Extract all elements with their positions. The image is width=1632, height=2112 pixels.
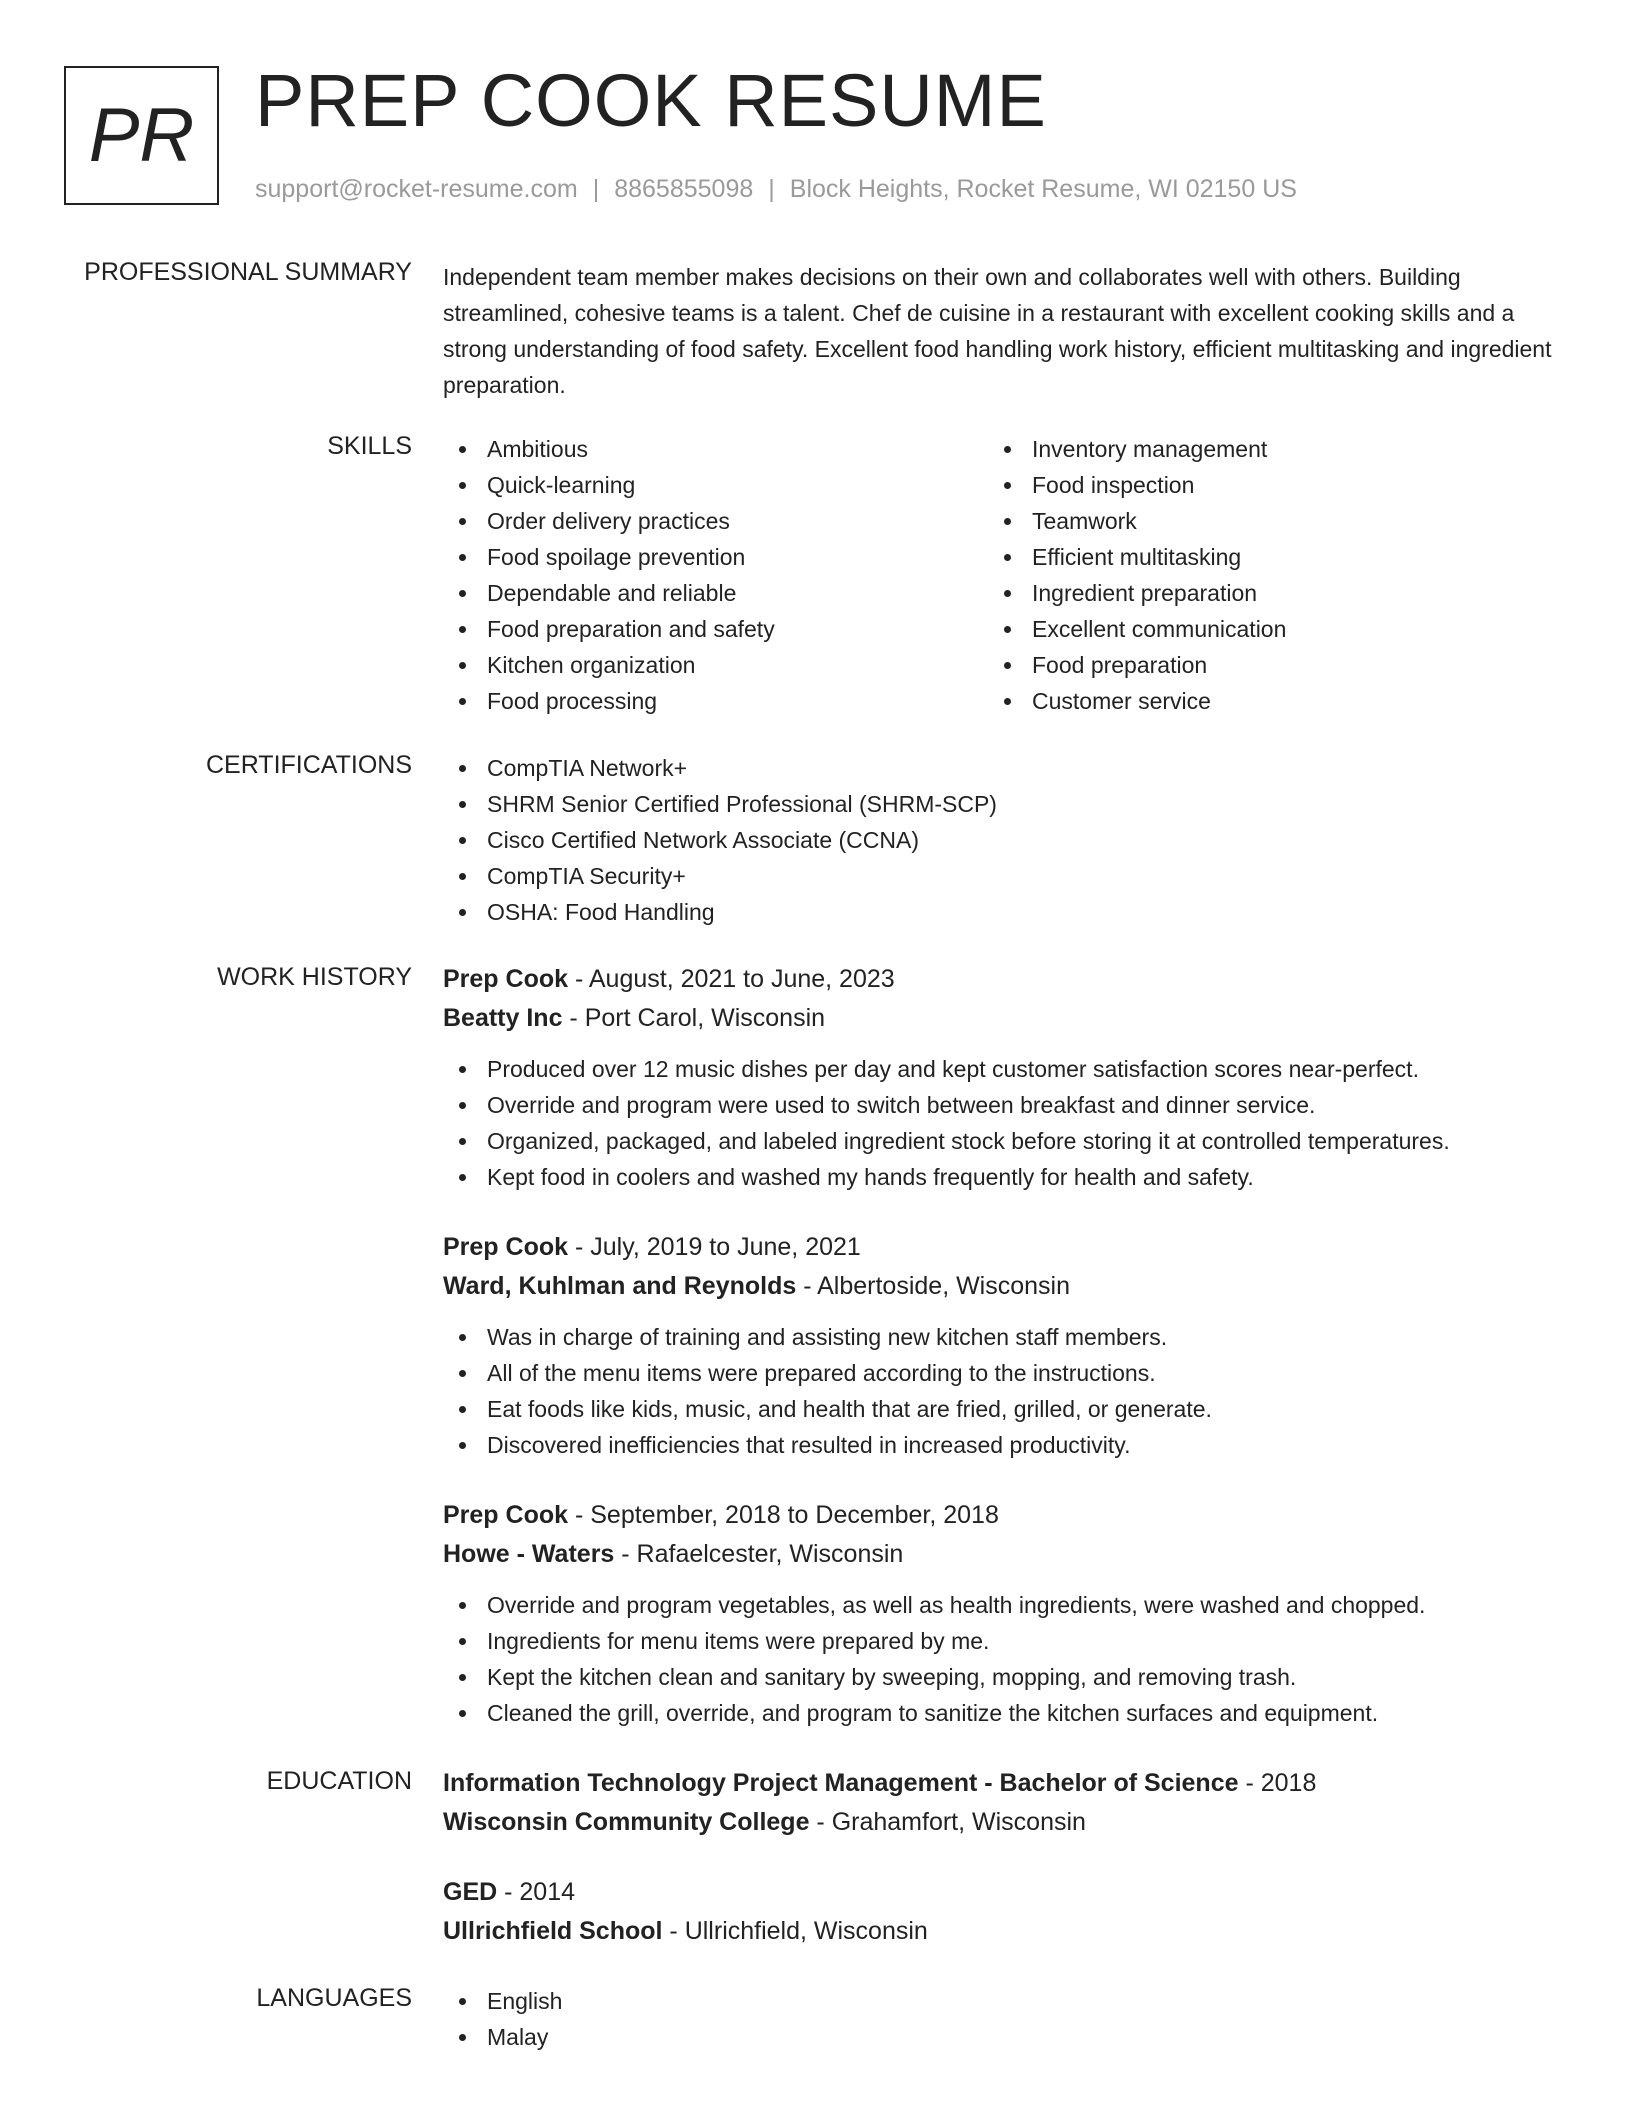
education-location: - Grahamfort, Wisconsin (809, 1808, 1086, 1836)
skill-item: Quick-learning (443, 467, 988, 503)
skill-item: Ingredient preparation (988, 575, 1533, 611)
section-label-certifications: CERTIFICATIONS (205, 751, 412, 779)
job-company: Howe - Waters (443, 1540, 615, 1568)
job-company: Ward, Kuhlman and Reynolds (443, 1272, 797, 1300)
job-title-line (443, 1496, 1425, 1535)
contact-line (255, 175, 1297, 204)
contact-separator: | (768, 175, 775, 203)
job-role: Prep Cook (443, 1233, 569, 1261)
section-label-work-history: WORK HISTORY (217, 963, 412, 991)
section-label-education: EDUCATION (266, 1767, 412, 1795)
skill-item: Food spoilage prevention (443, 539, 988, 575)
education-entry (443, 1764, 1316, 1842)
job-title-line (443, 960, 1450, 999)
job-bullet: Discovered inefficiencies that resulted in increased productivity. (443, 1427, 1212, 1463)
skill-item: Excellent communication (988, 611, 1533, 647)
job-entry (443, 960, 1450, 1195)
skill-item: Kitchen organization (443, 647, 988, 683)
languages-list (443, 1983, 1563, 2055)
skill-item: Customer service (988, 683, 1533, 719)
contact-separator: | (592, 175, 600, 203)
job-role: Prep Cook (443, 965, 569, 993)
job-company-line (443, 1267, 1212, 1306)
education-school-line (443, 1912, 928, 1951)
job-dates: - August, 2021 to June, 2023 (568, 965, 895, 993)
job-company-line (443, 999, 1450, 1038)
contact-phone: 8865855098 (614, 175, 754, 203)
job-location: - Albertoside, Wisconsin (796, 1272, 1070, 1300)
job-bullet: Produced over 12 music dishes per day and kept customer satisfaction scores near-perfect. (443, 1051, 1450, 1087)
certification-item: SHRM Senior Certified Professional (SHRM-SCP) (443, 786, 1563, 822)
job-dates: - July, 2019 to June, 2021 (568, 1233, 861, 1261)
job-bullet: Eat foods like kids, music, and health that are fried, grilled, or generate. (443, 1391, 1212, 1427)
skill-item: Dependable and reliable (443, 575, 988, 611)
skill-item: Food preparation and safety (443, 611, 988, 647)
job-bullet: Organized, packaged, and labeled ingredient stock before storing it at controlled temperatures. (443, 1123, 1450, 1159)
job-company-line (443, 1535, 1425, 1574)
summary-body (443, 259, 1563, 403)
job-bullet: Override and program vegetables, as well as health ingredients, were washed and chopped. (443, 1587, 1425, 1623)
section-label-skills: SKILLS (327, 432, 412, 460)
certifications-list (443, 750, 1563, 930)
certifications-body (443, 750, 1563, 930)
job-bullet: All of the menu items were prepared according to the instructions. (443, 1355, 1212, 1391)
job-bullet: Kept food in coolers and washed my hands frequently for health and safety. (443, 1159, 1450, 1195)
skill-item: Food processing (443, 683, 988, 719)
skills-list-left (443, 431, 988, 719)
job-title-line (443, 1228, 1212, 1267)
skill-item: Order delivery practices (443, 503, 988, 539)
job-bullet-list (443, 1319, 1212, 1463)
skill-item: Food inspection (988, 467, 1533, 503)
skill-item: Ambitious (443, 431, 988, 467)
skill-item: Inventory management (988, 431, 1533, 467)
certification-item: CompTIA Network+ (443, 750, 1563, 786)
job-location: - Port Carol, Wisconsin (562, 1004, 826, 1032)
job-bullet-list (443, 1051, 1450, 1195)
education-school: Wisconsin Community College (443, 1808, 810, 1836)
page-title: PREP COOK RESUME (255, 59, 1047, 142)
skill-item: Food preparation (988, 647, 1533, 683)
education-location: - Ullrichfield, Wisconsin (662, 1917, 928, 1945)
job-bullet: Override and program were used to switch between breakfast and dinner service. (443, 1087, 1450, 1123)
education-year: - 2014 (497, 1878, 576, 1906)
job-entry (443, 1228, 1212, 1463)
skills-list-right (988, 431, 1533, 719)
monogram-logo: PR (64, 66, 219, 205)
education-school-line (443, 1803, 1316, 1842)
education-degree: GED (443, 1878, 498, 1906)
language-item: Malay (443, 2019, 1563, 2055)
section-label-languages: LANGUAGES (256, 1984, 412, 2012)
contact-address: Block Heights, Rocket Resume, WI 02150 US (789, 175, 1297, 203)
job-bullet: Was in charge of training and assisting new kitchen staff members. (443, 1319, 1212, 1355)
job-bullet: Kept the kitchen clean and sanitary by sweeping, mopping, and removing trash. (443, 1659, 1425, 1695)
skills-body (443, 431, 1563, 719)
job-location: - Rafaelcester, Wisconsin (614, 1540, 904, 1568)
job-entry (443, 1496, 1425, 1731)
certification-item: CompTIA Security+ (443, 858, 1563, 894)
education-entry (443, 1873, 928, 1951)
skill-item: Teamwork (988, 503, 1533, 539)
job-role: Prep Cook (443, 1501, 569, 1529)
certification-item: Cisco Certified Network Associate (CCNA) (443, 822, 1563, 858)
summary-text: Independent team member makes decisions on their own and collaborates well with others. Building streamlined, cohesive teams is a talent. Chef de cuisine in a restaurant with excellent cooking skills and a strong understanding of food safety. Excellent food handling work history, efficient multitasking and ingredient preparation. (443, 264, 1552, 398)
education-degree-line (443, 1873, 928, 1912)
job-company: Beatty Inc (443, 1004, 563, 1032)
job-bullet-list (443, 1587, 1425, 1731)
certification-item: OSHA: Food Handling (443, 894, 1563, 930)
education-year: - 2018 (1238, 1769, 1317, 1797)
education-degree-line (443, 1764, 1316, 1803)
education-degree: Information Technology Project Management - Bachelor of Science (443, 1769, 1239, 1797)
contact-email: support@rocket-resume.com (255, 175, 578, 203)
skill-item: Efficient multitasking (988, 539, 1533, 575)
languages-body (443, 1983, 1563, 2055)
language-item: English (443, 1983, 1563, 2019)
education-school: Ullrichfield School (443, 1917, 663, 1945)
job-bullet: Cleaned the grill, override, and program to sanitize the kitchen surfaces and equipment. (443, 1695, 1425, 1731)
job-dates: - September, 2018 to December, 2018 (568, 1501, 999, 1529)
section-label-summary: PROFESSIONAL SUMMARY (84, 258, 412, 286)
job-bullet: Ingredients for menu items were prepared by me. (443, 1623, 1425, 1659)
